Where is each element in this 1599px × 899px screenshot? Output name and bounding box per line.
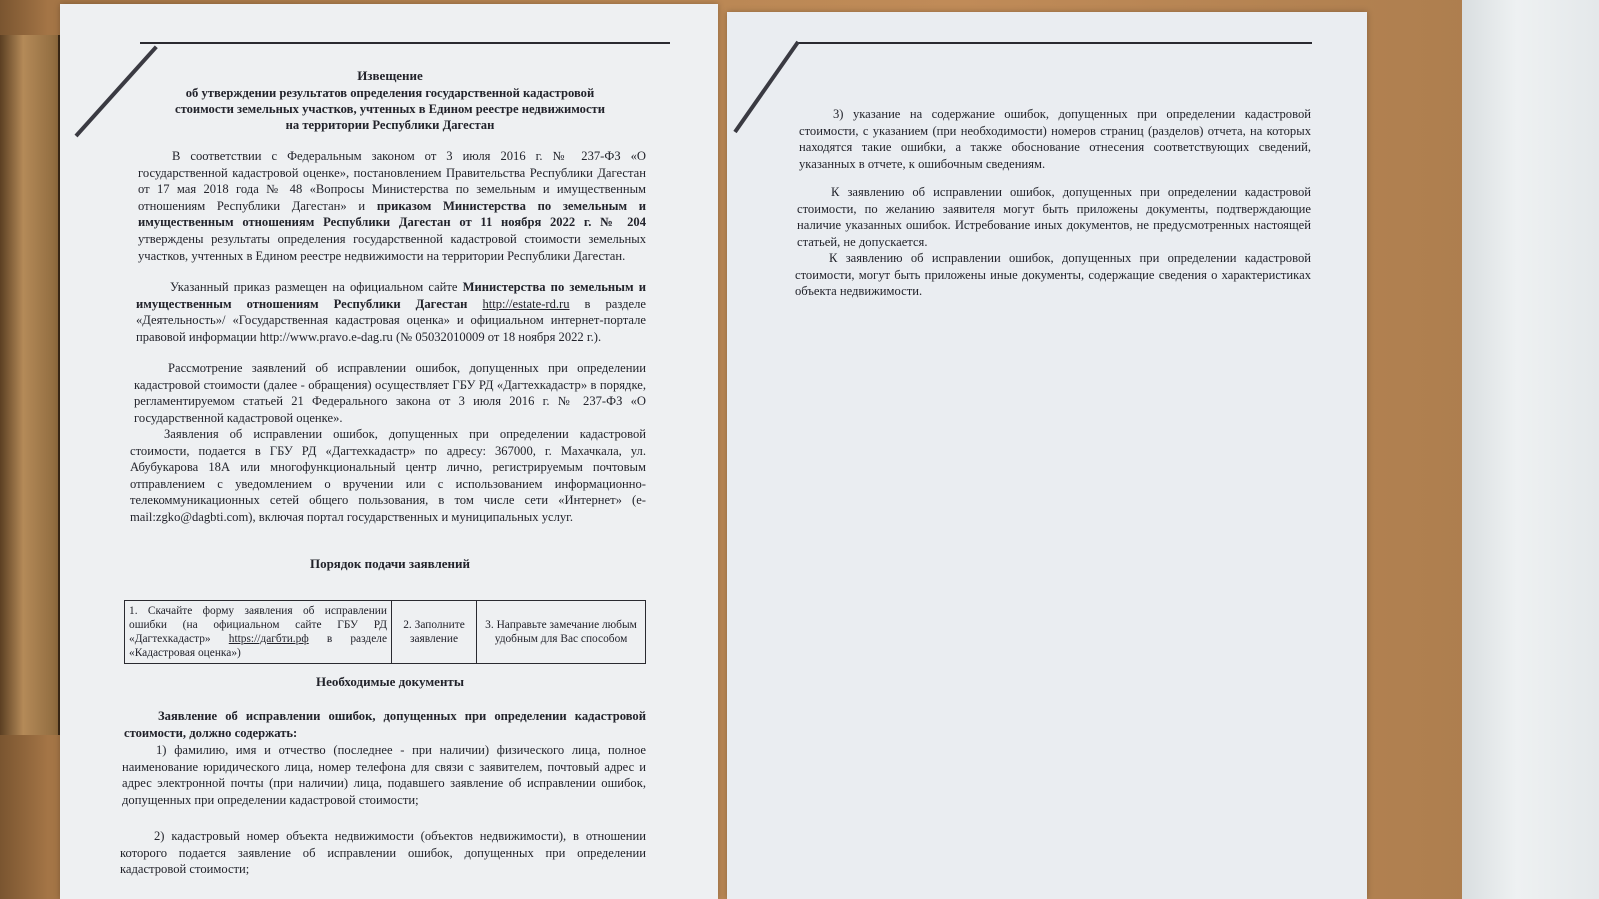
- paragraph-requirements: Заявление об исправлении ошибок, допущенных при определении кадастровой стоимости, должно содержать:: [124, 709, 646, 740]
- ministry-name: Министерства по земельным и имущественным отношениям Республики Дагестан: [136, 280, 646, 311]
- paragraph-review: Рассмотрение заявлений об исправлении ошибок, допущенных при определении кадастровой стоимости (далее - обращения) осуществляет ГБУ РД «Дагтехкадастр» в порядке, регламентируемом статьей 21 Федерального закона от 3 июля 2016 г. № 237-ФЗ «О государственной кадастровой оценке».: [134, 361, 646, 425]
- wall: [1462, 0, 1599, 899]
- requirement-item-3: 3) указание на содержание ошибок, допущенных при определении кадастровой стоимости, с указанием (при необходимости) номеров страниц (разделов) отчета, на которых находятся такие ошибки, а также обоснование отнесения соответствующих сведений, указанных в отчете, к ошибочным сведениям.: [799, 107, 1311, 171]
- header-rule: [140, 42, 670, 44]
- order-reference: приказом Министерства по земельным и имущественным отношениям Республики Дагестан от 11 ноября 2022 г. № 204: [138, 198, 646, 230]
- page-title: Извещение: [357, 68, 423, 83]
- step-send: 3. Направьте замечание любым удобным для Вас способом: [477, 601, 646, 664]
- paragraph-publication: [136, 279, 646, 345]
- section-heading-procedure: Порядок подачи заявлений: [309, 556, 471, 571]
- paragraph-text: в разделе «Деятельность»/ «Государственная кадастровая оценка» и официальном интернет-портале правовой информации http://www.pravo.e-dag.ru (№ 05032010009 от 18 ноября 2022 г.).: [136, 296, 646, 344]
- step-download: [125, 601, 392, 664]
- section-heading-documents: Необходимые документы: [316, 674, 464, 689]
- page-subtitle: [130, 85, 650, 133]
- requirement-item-1: 1) фамилию, имя и отчество (последнее - при наличии) физического лица, полное наименование юридического лица, номер телефона для связи с заявителем, почтовый адрес и адрес электронной почты (при наличии) лица, подавшего заявление об исправлении ошибок, допущенных при определении кадастровой стоимости;: [122, 743, 646, 807]
- paragraph-supporting-docs: К заявлению об исправлении ошибок, допущенных при определении кадастровой стоимости, по желанию заявителя могут быть приложены документы, подтверждающие наличие указанных ошибок. Истребование иных документов, не предусмотренных настоящей статьей, не допускается.: [797, 185, 1311, 249]
- paragraph-basis: [138, 148, 646, 264]
- notice-page-right: [727, 12, 1367, 899]
- step-text: 1. Скачайте форму заявления об исправлении ошибки (на официальном сайте ГБУ РД «Дагтехкадастр»: [129, 605, 387, 645]
- dagbti-site-link[interactable]: https://дагбти.рф: [228, 633, 309, 645]
- paragraph-text: утверждены результаты определения государственной кадастровой стоимости земельных участков, учтенных в Едином реестре недвижимости на территории Республики Дагестан.: [138, 231, 646, 263]
- paragraph-text: Указанный приказ размещен на официальном сайте: [170, 280, 463, 294]
- corner-mark: [733, 41, 799, 133]
- steps-table: [124, 600, 646, 664]
- paragraph-other-docs: К заявлению об исправлении ошибок, допущенных при определении кадастровой стоимости, могут быть приложены иные документы, содержащие сведения о характеристиках объекта недвижимости.: [795, 251, 1311, 299]
- wooden-frame-edge: [0, 35, 60, 735]
- paragraph-text: В соответствии с Федеральным законом от 3 июля 2016 г. № 237-ФЗ «О государственной кадастровой оценке», постановлением Правительства Республики Дагестан от 17 мая 2018 года № 48 «Вопросы Министерства по земельным и имущественным отношениям Республики Дагестан» и: [138, 149, 646, 213]
- notice-page-left: [60, 4, 718, 899]
- paragraph-submission: Заявления об исправлении ошибок, допущенных при определении кадастровой стоимости, подается в ГБУ РД «Дагтехкадастр» по адресу: 367000, г. Махачкала, ул. Абубукарова 18А или многофункциональный центр лично, регистрируемым почтовым отправлением с уведомлением о вручении или с использованием информационно-телекоммуникационных сетей общего пользования, в том числе сети «Интернет» (e-mail:zgko@dagbti.com), включая портал государственных и муниципальных услуг.: [130, 427, 646, 524]
- header-rule: [797, 42, 1312, 44]
- requirement-item-2: 2) кадастровый номер объекта недвижимости (объектов недвижимости), в отношении которого подается заявление об исправлении ошибок, допущенных при определении кадастровой стоимости;: [120, 829, 646, 877]
- step-text: в разделе «Кадастровая оценка»): [129, 633, 388, 659]
- subtitle-line: стоимости земельных участков, учтенных в Едином реестре недвижимости: [174, 102, 605, 116]
- step-fill: 2. Заполните заявление: [392, 601, 477, 664]
- subtitle-line: на территории Республики Дагестан: [285, 118, 495, 132]
- estate-site-link[interactable]: http://estate-rd.ru: [482, 296, 570, 311]
- subtitle-line: об утверждении результатов определения государственной кадастровой: [185, 86, 595, 100]
